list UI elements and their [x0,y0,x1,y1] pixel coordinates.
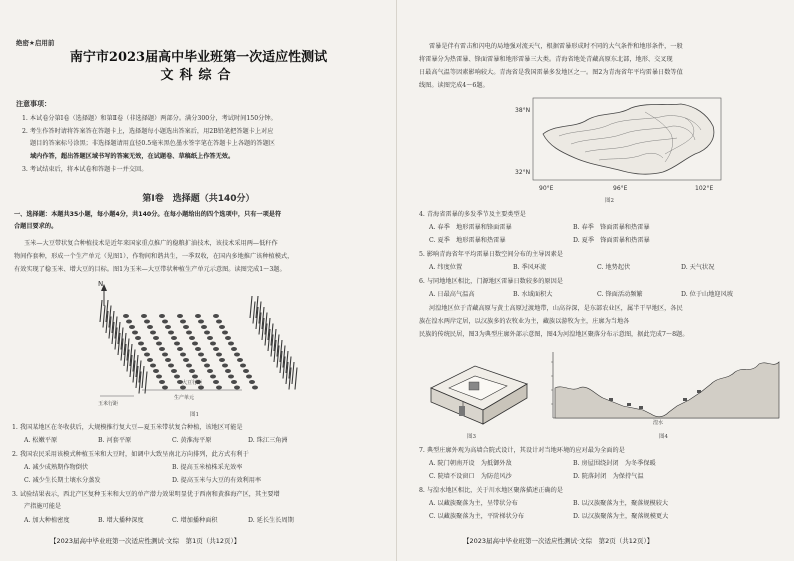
soy-plant [189,369,195,373]
q1-option: D. 珠江三角洲 [248,437,288,444]
soy-plant [147,358,153,362]
question-1: 1. 我国某地区在冬收获后，大规模推行复大豆—夏玉米带状复合种植，该地区可能是 [12,424,243,431]
soy-plant [141,347,147,351]
soy-plant [123,314,129,318]
soy-plant [159,314,165,318]
soy-plant [192,375,198,379]
exam-page-right [397,0,794,561]
q2-option: D. 提高玉米与大豆的有效利用率 [172,477,262,484]
soy-plant [234,386,240,390]
passage-line: 日最高气温等因素影响较大。青海省是我国雷暴多发地区之一。图2为青海省年平均雷暴日数等值 [419,69,683,76]
lat-38-label: 38°N [515,107,531,114]
q5-option: C. 地势起伏 [597,264,631,271]
question-3-cont: 产指施可能是 [24,503,62,510]
soy-plant [162,386,168,390]
q4-option: D. 夏季 锋面雷暴和热雷暴 [573,237,650,244]
soy-plant [225,369,231,373]
q4-option: B. 春季 锋面雷暴和热雷暴 [573,224,650,231]
soy-plant [231,347,237,351]
soy-plant [213,314,219,318]
soy-plant [156,375,162,379]
notice-line: 域内作答，超出答题区域书写的答案无效，在试题卷、草稿纸上作答无效。 [30,153,235,160]
soy-plant [198,320,204,324]
soy-plant [192,342,198,346]
q7-option: A. 院门朝南开设 为抵御外敌 [429,460,512,467]
soy-plant [225,336,231,340]
soy-plant [159,380,165,384]
soy-plant [198,386,204,390]
q8-option: C. 以藏族聚落为主，平阶梯状分布 [429,513,525,520]
crop-plant [103,306,105,328]
figure4-settlement-profile [543,348,783,428]
q3-option: A. 加大种植密度 [24,517,70,524]
page-footer-left: 【2023届高中毕业班第一次适应性测试·文综 第1页（共12页）】 [50,537,241,545]
notice-line: 1. 本试卷分第Ⅰ卷（选择题）和第Ⅱ卷（非选择题）两部分。满分300分，考试时间150分钟。 [22,115,277,122]
soy-plant [252,386,258,390]
q7-option: B. 房屋围绕封闭 为冬季保暖 [573,460,656,467]
soy-plant [168,331,174,335]
crop-plant [292,362,294,384]
soy-plant [240,364,246,368]
secret-mark: 绝密★启用前 [16,39,55,47]
exam-title: 南宁市2023届高中毕业班第一次适应性测试 [69,50,328,65]
question-3: 3. 试验结果表示，西北产区复种玉米和大豆的单产潜力效果明显优于西南和黄淮海产区，其主要增 [12,491,280,498]
section-intro: 一、选择题：本题共35小题，每小题4分，共140分。在每小题给出的四个选项中，只有一项是符 [14,211,282,218]
q6-option: A. 日最高气温高 [429,291,475,298]
lon-102-label: 102°E [695,185,714,192]
soy-plant [168,364,174,368]
passage-line: 有效实现了稳玉米、增大豆的目标。图1为玉米—大豆带状种植生产单元示意图。读图完成1～3题。 [14,266,286,273]
q5-option: A. 纬度位置 [429,264,463,271]
soy-plant [132,331,138,335]
soy-plant [126,320,132,324]
soy-plant [162,353,168,357]
soy-plant [177,314,183,318]
soy-plant [189,336,195,340]
notice-line: 3. 考试结束后，将本试卷和答题卡一并交回。 [22,166,148,173]
terrain-profile [555,362,779,418]
soy-plant [213,380,219,384]
crop-plant [295,368,297,390]
lon-96-label: 96°E [613,185,628,192]
passage-line: 线图。读图完成4～6题。 [419,82,489,89]
q8-option: A. 以藏族聚落为主，呈带状分布 [429,500,518,507]
question-8: 8. 与湟水地区相比，关于川水地区聚落描述正确的是 [419,487,563,494]
soy-plant [153,369,159,373]
q2-option: A. 减少成熟期作物倒伏 [24,464,89,471]
soy-plant [246,375,252,379]
soy-plant [174,342,180,346]
q4-option: A. 春季 地形雷暴和锋面雷暴 [429,224,512,231]
soy-plant [144,353,150,357]
soy-plant [249,380,255,384]
soy-plant [144,320,150,324]
soy-plant [210,375,216,379]
soy-plant [201,325,207,329]
soy-plant [150,331,156,335]
crop-plant [253,302,255,324]
soy-plant [228,342,234,346]
soy-plant [180,386,186,390]
soy-plant [213,347,219,351]
q4-option: C. 夏季 地形雷暴和热雷暴 [429,237,506,244]
exam-subtitle: 文科综合 [160,68,237,83]
q8-option: B. 以汉族聚落为主，聚落规模较大 [573,500,669,507]
soy-plant [234,353,240,357]
q1-option: B. 河套平原 [98,437,132,444]
soy-plant [147,325,153,329]
soy-plant [204,364,210,368]
soy-plant [195,347,201,351]
q7-option: C. 院墙不设窗口 为防范风沙 [429,473,512,480]
q6-option: D. 位于山地迎风坡 [681,291,733,298]
passage2-line: 族在湟水两岸定居，以汉族多的农牧业为主，藏族以游牧为主，庄廓为当地各 [419,318,630,325]
q1-option: C. 黄淮海平原 [172,437,212,444]
q8-option: D. 以汉族聚落为主，聚落规模更大 [573,513,669,520]
soy-plant [129,325,135,329]
soy-plant [207,369,213,373]
figure1-field-diagram [82,278,312,408]
soy-plant [216,320,222,324]
soy-plant [207,336,213,340]
notice-heading: 注意事项： [16,100,51,108]
soy-plant [243,369,249,373]
river-label: 湟水 [653,420,664,426]
soy-plant [177,347,183,351]
q3-option: C. 增加播种面积 [172,517,218,524]
lon-90-label: 90°E [539,185,554,192]
q5-option: D. 天气状况 [681,264,715,271]
lat-32-label: 32°N [515,169,531,176]
notice-line: 题目的答案标号涂黑；非选择题请用直径0.5毫米黑色墨水签字笔在答题卡上各题的答题区 [30,140,275,147]
soy-plant [135,336,141,340]
crop-plant [100,300,102,322]
soy-plant [162,320,168,324]
soy-plant [237,358,243,362]
q7-option: D. 院落封闭 为保持气温 [573,473,644,480]
passage-line: 将雷暴分为热雷暴、锋面雷暴和地形雷暴三大类。青海省地处青藏高原东北部，地形、交叉现 [419,56,673,63]
q6-option: B. 水域面积大 [513,291,553,298]
notice-line: 2. 考生作答时请将答案答在答题卡上，选择题每小题选出答案后，用2B铅笔把答题卡上对应 [22,128,274,135]
soy-plant [198,353,204,357]
section-intro: 合题目要求的。 [14,223,58,230]
q2-option: C. 减少生长期土壤水分蒸发 [24,477,101,484]
figure2-caption: 图2 [605,198,614,204]
figure3-caption: 图3 [467,434,476,440]
crop-plant [250,296,252,318]
question-4: 4. 青海省雷暴的多发季节及主要类型是 [419,211,526,218]
soy-plant [219,358,225,362]
corn-row-label: 玉米行距 [98,401,119,407]
soy-plant [180,353,186,357]
soy-plant [216,386,222,390]
q3-option: B. 增大播种深度 [98,517,144,524]
soy-plant [231,380,237,384]
soy-plant [204,331,210,335]
q2-option: B. 提高玉米植株采光效率 [172,464,243,471]
passage-line: 雷暴是伴有雷击和闪电的局地强对流天气，根据雷暴形成时不同的大气条件和地形条件，一般 [429,43,683,50]
qinghai-boundary [543,104,714,174]
soy-plant [222,364,228,368]
soy-plant [138,342,144,346]
unit-label: 生产单元 [174,395,195,401]
passage-line: 玉米—大豆带状复合种植技术是近年来国家重点推广的稳粮扩油技术，该技术采用两—低秆作 [24,240,278,247]
passage2-line: 河湟地区位于青藏高原与黄土高原过渡地带，山高谷深，是东部农业区，属半干旱地区，各民 [429,305,683,312]
soy-plant [171,369,177,373]
section-title: 第Ⅰ卷 选择题（共140分） [142,194,255,204]
soy-plant [183,325,189,329]
q5-option: B. 季风环流 [513,264,547,271]
soy-plant [183,358,189,362]
figure2-contour-map [515,94,725,194]
soy-plant [228,375,234,379]
figure3-courtyard-diagram [423,348,533,428]
soy-plant [219,325,225,329]
north-label: N [98,280,104,288]
passage-line: 物间作套种，形成一个生产单元（见图1），作物间和谐共生，一季双收，在国内多地推广该种植模式， [14,253,294,260]
soy-row-label: 大豆行距 [182,380,203,386]
soy-plant [171,336,177,340]
question-7: 7. 典型庄廓外观为高墙合院式设计，其设计对当地环境的应对最为全面的是 [419,447,625,454]
soy-plant [216,353,222,357]
soy-plant [150,364,156,368]
question-2: 2. 我国农民采用该模式种植玉米和大豆时，如调中大致呈南北方向排列，此方式有利于 [12,451,249,458]
figure1-caption: 图1 [190,412,199,418]
page-footer-right: 【2023届高中毕业班第一次适应性测试·文综 第2页（共12页）】 [463,537,654,545]
soy-plant [186,364,192,368]
question-6: 6. 与同地地区相比，门源地区雷暴日数较多的原因是 [419,278,563,285]
soy-plant [201,358,207,362]
q3-option: D. 延长生长周期 [248,517,294,524]
soy-plant [153,336,159,340]
soy-plant [210,342,216,346]
soy-plant [186,331,192,335]
soy-plant [174,375,180,379]
soy-plant [195,314,201,318]
soy-plant [159,347,165,351]
passage2-line: 民族的传统民居，图3为典型庄廓外部示意图，图4为河湟地区聚落分布示意图，据此完成7～8题。 [419,331,689,338]
soy-plant [165,358,171,362]
q1-option: A. 松嫩平原 [24,437,58,444]
q6-option: C. 锋面活动频繁 [597,291,643,298]
soy-plant [141,314,147,318]
question-5: 5. 影响青海省年平均雷暴日数空间分布的主导因素是 [419,251,563,258]
soy-plant [222,331,228,335]
figure4-caption: 图4 [659,434,668,440]
crop-field [100,296,297,394]
soy-plant [156,342,162,346]
crop-plant [142,366,144,388]
soy-plant [180,320,186,324]
soy-plant [165,325,171,329]
